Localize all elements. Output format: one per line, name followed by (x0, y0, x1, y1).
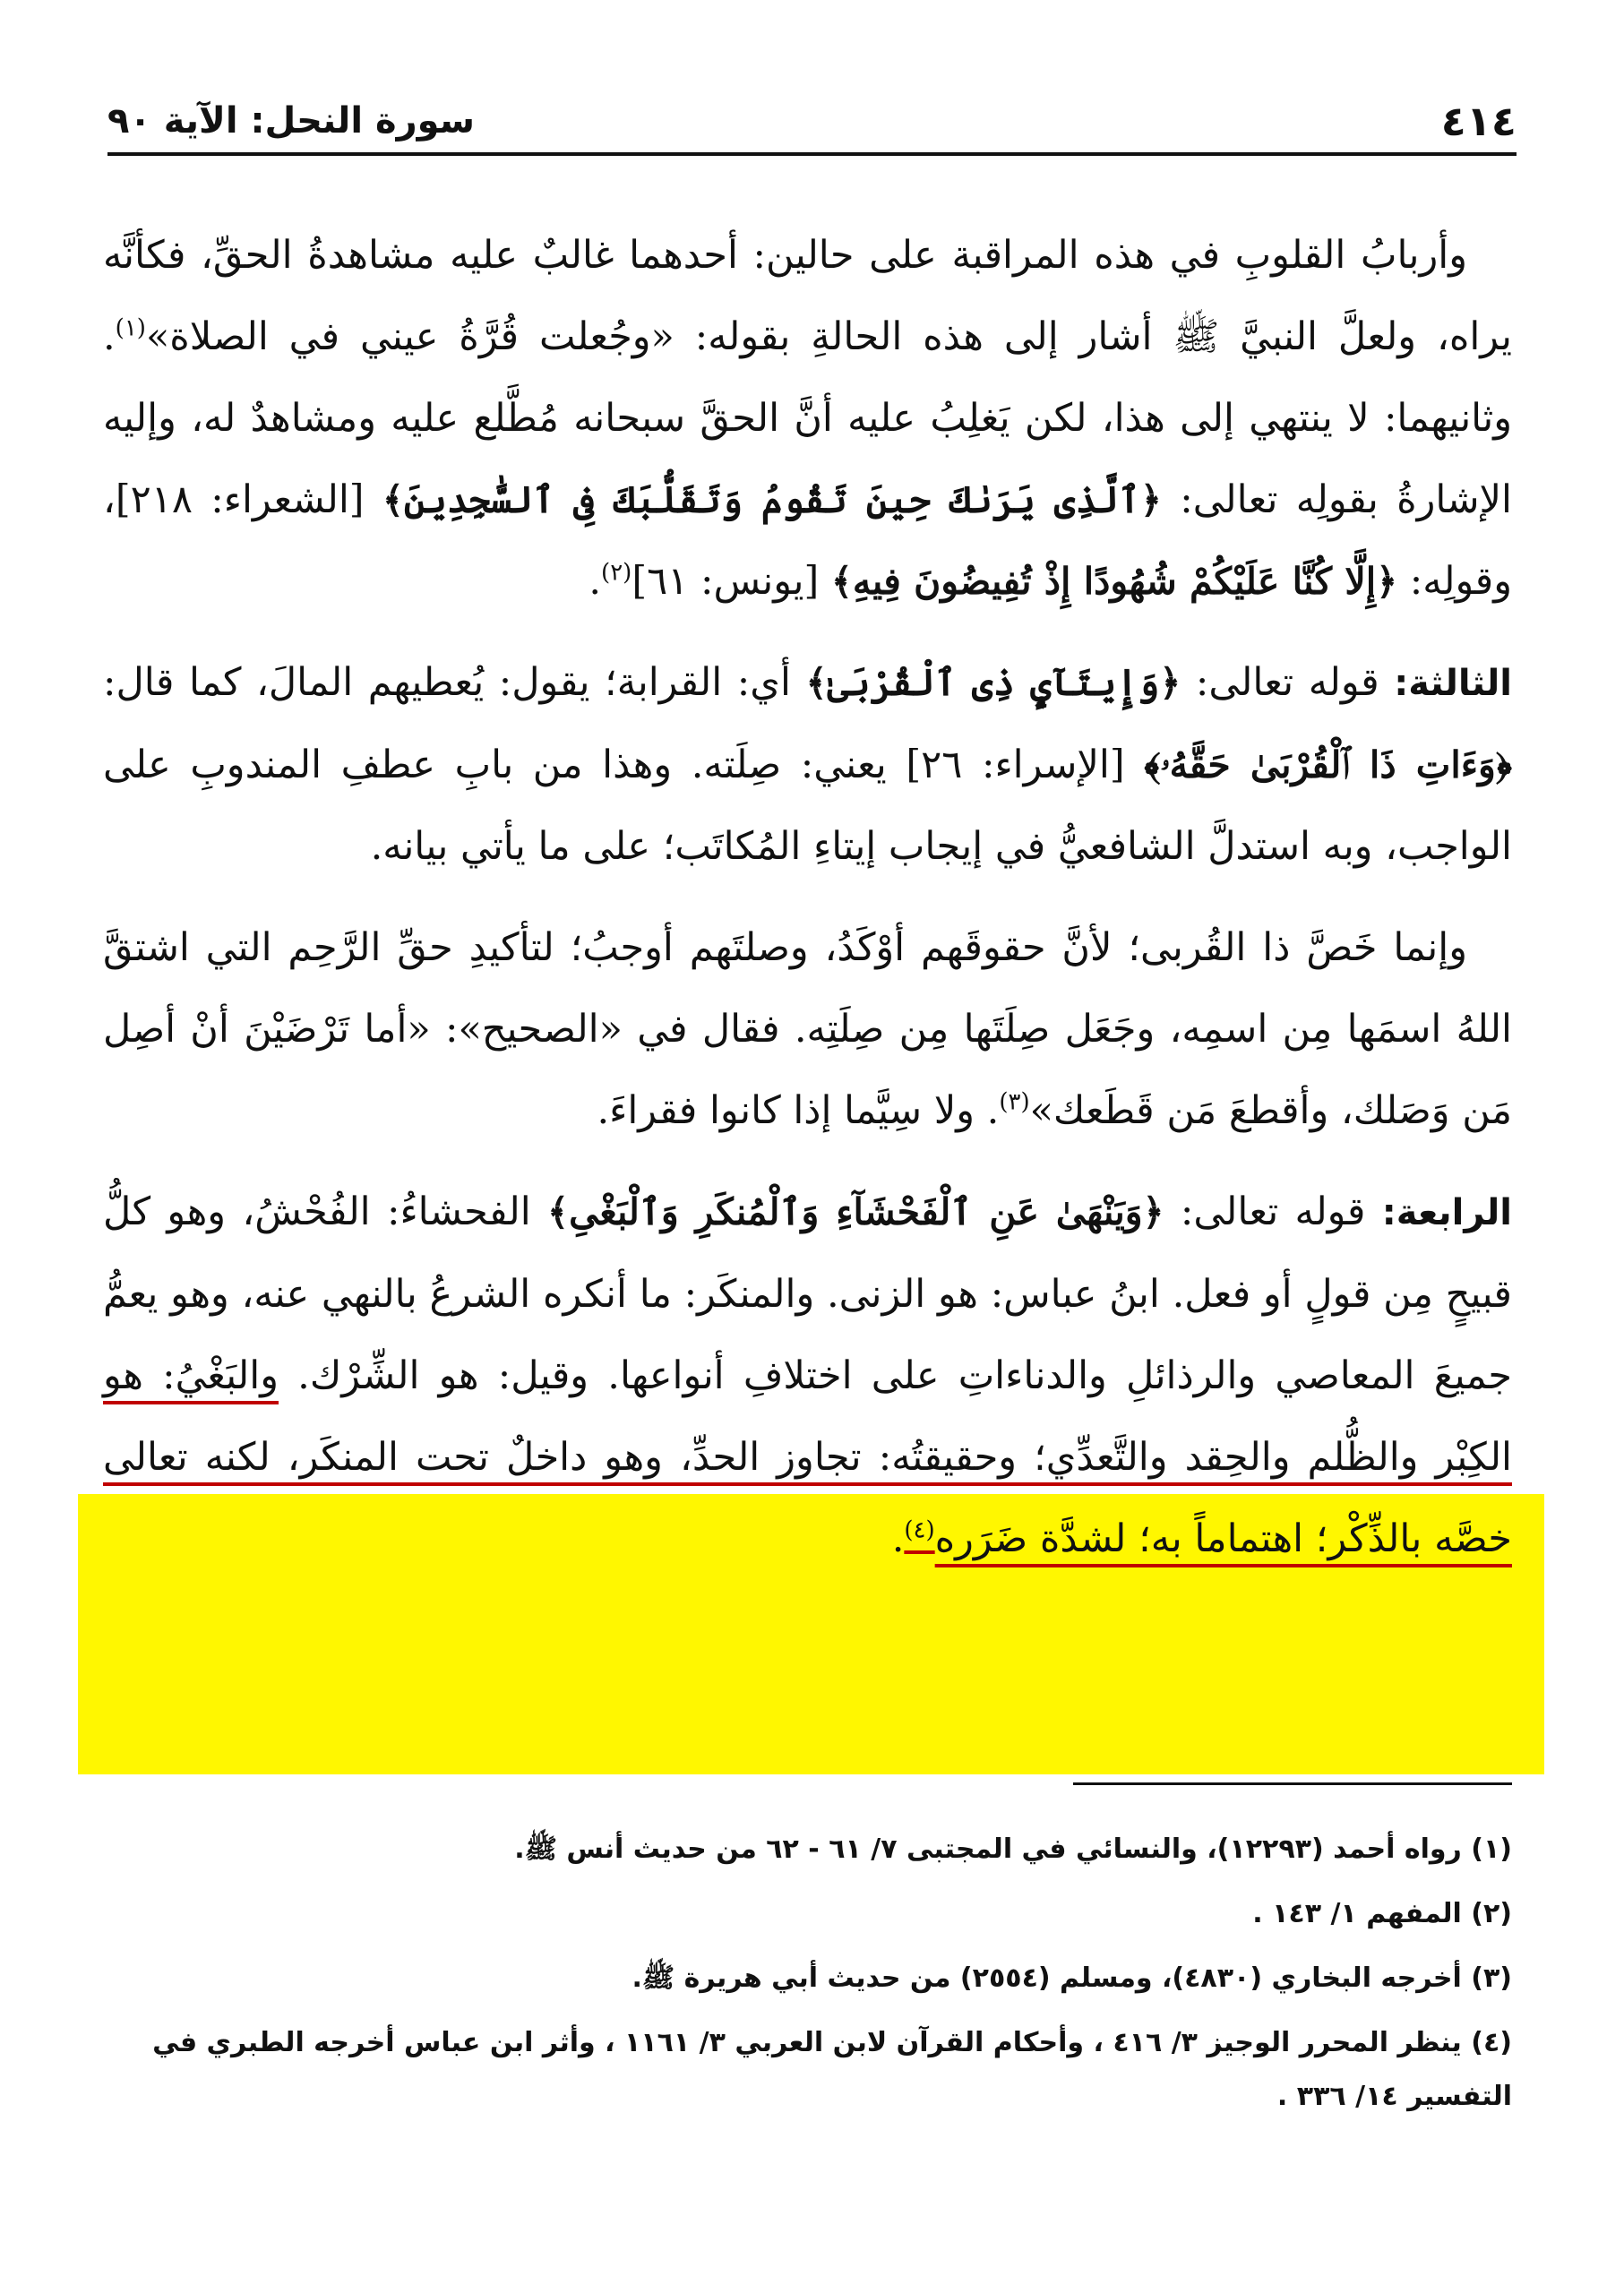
footnotes (107, 1823, 1512, 2134)
quran-verse: ﴿إِلَّا كُنَّا عَلَيْكُمْ شُهُودًا إِذْ تُفِيضُونَ فِيهِ﴾ (830, 560, 1398, 603)
page-number: ٤١٤ (1440, 97, 1517, 145)
quran-verse: ﴿وَءَاتِ ذَا ٱلْقُرْبَىٰ حَقَّهُۥ﴾ (1144, 743, 1513, 786)
running-title: سورة النحل: الآية ٩٠ (107, 100, 476, 142)
quran-verse: ﴿ٱلَّذِى يَرَىٰكَ حِينَ تَقُومُ وَتَقَلُّبَكَ فِى ٱلسَّٰجِدِينَ﴾ (382, 478, 1162, 521)
text-run: أي: القرابة؛ يقول: يُعطيهم المالَ، كما قال: (103, 660, 806, 705)
text-run: الفحشاءُ: الفُحْشُ، وهو كلُّ قبيحٍ مِن قولٍ أو فعل. ابنُ عباس: هو الزنى. والمنكَر: ما أنكره الشرعُ بالنهي عنه، وهو يعمُّ جميعَ المعاصي والرذائلِ والدناءاتِ على اختلافِ أنواعها. وقيل: هو الشِّرْك. (103, 1189, 1512, 1398)
paragraph-1 (103, 215, 1512, 623)
text-run: [يونس: ٦١] (632, 559, 831, 604)
footnote-4: (٤) ينظر المحرر الوجيز ٣/ ٤١٦ ، وأحكام القرآن لابن العربي ٣/ ١١٦١ ، وأثر ابن عباس أخرجه الطبري في التفسير ١٤/ ٣٣٦ . (152, 2027, 1512, 2112)
text-run: . (891, 1516, 905, 1561)
section-lead: الرابعة: (1381, 1192, 1512, 1233)
text-run: قوله تعالى: (1181, 660, 1395, 705)
page-header (107, 90, 1517, 156)
paragraph-4 (103, 1172, 1512, 1580)
text-run: . ولا سِيَّما إذا كانوا فقراءَ. (597, 1088, 1000, 1133)
text-run: [الشعراء: ٢١٨]، وقولِه: (103, 477, 1512, 604)
text-run: وأربابُ القلوبِ في هذه المراقبة على حالين: أحدهما غالبٌ عليه مشاهدةُ الحقِّ، فكأنَّه يراه، ولعلَّ النبيَّ ﷺ أشار إلى هذه الحالةِ بقوله: «وجُعلت قُرَّةُ عيني في الصلاة» (103, 233, 1512, 359)
text-run: . وثانيهما: لا ينتهي إلى هذا، لكن يَغلِبُ عليه أنَّ الحقَّ سبحانه مُطَّلع عليه ومشاهدٌ له، وإليه الإشارةُ بقولِه تعالى: (103, 314, 1513, 522)
main-text (103, 215, 1512, 1600)
text-run: قوله تعالى: (1164, 1189, 1382, 1234)
section-lead: الثالثة: (1394, 663, 1512, 704)
text-run: [الإسراء: ٢٦] يعني: صِلَته. وهذا من بابِ عطفِ المندوبِ على الواجب، وبه استدلَّ الشافعيُّ في إيجاب إيتاءِ المُكاتَب؛ على ما يأتي بيانه. (103, 743, 1512, 869)
text-run: . (589, 559, 602, 604)
footnote-2: (٢) المفهم ١/ ١٤٣ . (1252, 1898, 1512, 1929)
paragraph-3 (103, 907, 1512, 1152)
quran-verse: ﴿وَإِيتَآيِٕ ذِى ٱلْقُرْبَىٰ﴾ (805, 661, 1181, 704)
paragraph-2 (103, 642, 1512, 888)
footnote-1: (١) رواه أحمد (١٢٢٩٣)، والنسائي في المجتبى ٧/ ٦١ - ٦٢ من حديث أنس ﷺ. (514, 1834, 1512, 1865)
quran-verse: ﴿وَيَنْهَىٰ عَنِ ٱلْفَحْشَآءِ وَٱلْمُنكَرِ وَٱلْبَغْىِ﴾ (547, 1190, 1164, 1233)
footnote-ref-3: (٣) (999, 1088, 1030, 1116)
footnote-ref-1: (١) (115, 314, 146, 342)
footnote-ref-4: (٤) (904, 1516, 935, 1544)
text-run: وإنما خَصَّ ذا القُربى؛ لأنَّ حقوقَهم أوْكَدُ، وصلتَهم أوجبُ؛ لتأكيدِ حقِّ الرَّحِم التي اشتقَّ اللهُ اسمَها مِن اسمِه، وجَعَل صِلَتَها مِن صِلَتِه. فقال في «الصحيح»: «أما تَرْضَيْنَ أنْ أصِل مَن وَصَلك، وأقطعَ مَن قَطَعك» (103, 925, 1512, 1133)
footnote-ref-2: (٢) (601, 559, 632, 587)
footnote-separator (1073, 1782, 1512, 1785)
footnote-3: (٣) أخرجه البخاري (٤٨٣٠)، ومسلم (٢٥٥٤) من حديث أبي هريرة ﷺ. (632, 1962, 1512, 1994)
highlighted-passage: والبَغْيُ: هو الكِبْر والظُّلم والحِقد والتَّعدِّي؛ وحقيقتُه: تجاوز الحدِّ، وهو داخلٌ تحت المنكَر، لكنه تعالى خصَّه بالذِّكْر؛ اهتماماً به؛ لشدَّة ضَرَره (103, 1353, 1512, 1561)
